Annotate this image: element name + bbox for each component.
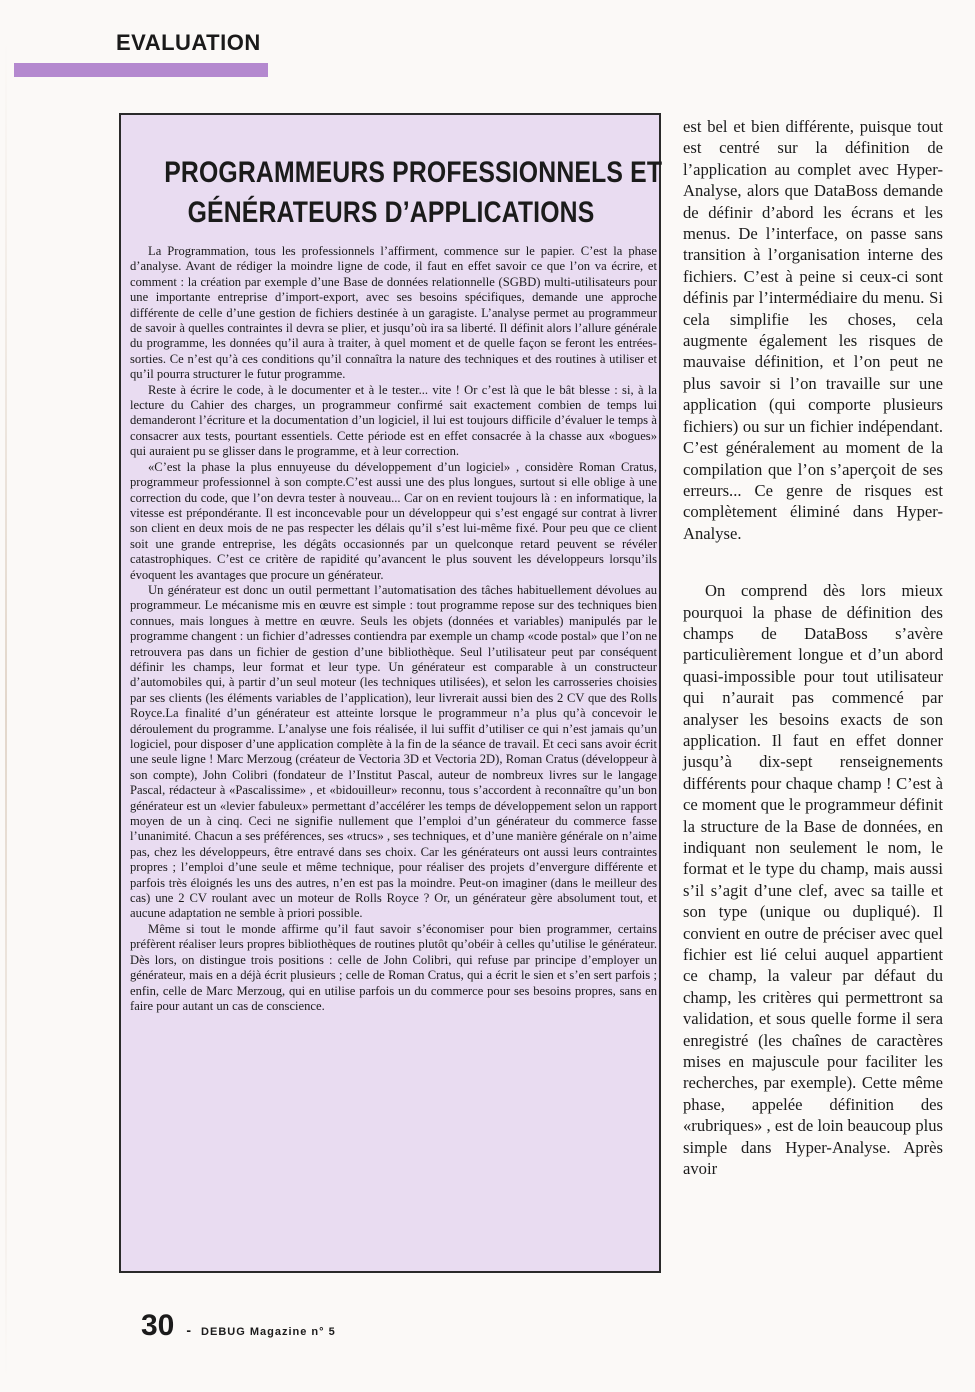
sidebar-box [119,113,661,1273]
sidebar-paragraph: «C’est la phase la plus ennuyeuse du développement d’un logiciel» , considère Roman Cratus, programmeur professionnel à son compte.C’est aussi une des plus longues, surtout si elle oblige à une correction du code, que l’on devra tester à nouveau... Car on en revient toujours là : en informatique, la vitesse est prépondérante. Il est inconcevable pour un développeur qui s’est engagé sur contrat à livrer son client en deux mois de ne pas respecter les délais qu’il s’est lui-même fixé. Pour peu que ce client soit une grande entreprise, les dégâts occasionnés par un quelconque retard peuvent se révéler catastrophiques. C’est ce critère de rapidité qu’avancent le plus souvent les développeurs lorsqu’ils évoquent les avantages que procure un générateur. [130,459,657,582]
column-paragraph: On comprend dès lors mieux pourquoi la phase de définition des champs de DataBoss s’avère particulièrement longue et d’un abord quasi-impossible pour tout utilisateur qui n’aurait pas commencé par analyser les besoins exacts de son application. Il faut en effet donner jusqu’à dix-sept renseignements différents pour chaque champ ! C’est à ce moment que le programmeur définit la structure de la Base de données, en indiquant non seulement le nom, le format et le type du champ, mais aussi s’il s’agit d’une clef, avec sa taille et son type (unique ou dupliqué). Il convient en outre de préciser avec quel fichier est lié celui auquel appartient ce champ, la valeur par défaut du champ, les critères qui permettront sa validation, et sous quelle forme il sera enregistré (les chaînes de caractères mises en majuscule pour faciliter les recherches, par exemple). Cette même phase, appelée définition des «rubriques» , est de loin beaucoup plus simple dans Hyper-Analyse. Après avoir [683,581,943,1179]
magazine-name: DEBUG Magazine n° 5 [201,1326,336,1338]
page-crease [5,40,7,1380]
section-label: EVALUATION [116,30,261,55]
main-column [683,116,943,1180]
page-number: 30 [141,1309,175,1342]
section-color-bar [14,63,268,77]
sidebar-paragraph: Reste à écrire le code, à le documenter et à le tester... vite ! Or c’est là que le bât blesse : si, à la lecture du Cahier des charges, un programmeur confirmé sait exactement combien de temps lui demanderont l’écriture et la documentation d’un logiciel, il lui est toujours difficile d’évaluer le temps à consacrer aux tests, pourtant essentiels. Cette période est en effet consacrée à la chasse aux «bogues» qui auraient pu se glisser dans le programme, et à leur correction. [130,382,657,459]
column-paragraph: est bel et bien différente, puisque tout est centré sur la définition de l’application au complet avec Hyper-Analyse, alors que DataBoss demande de définir d’abord les écrans et les menus. De l’interface, on passe sans transition à l’organisation interne des fichiers. C’est à peine si ceux-ci sont définis par l’intermédiaire du menu. Si cela simplifie les choses, cela augmente également les risques de mauvaise définition, et l’on peut ne plus savoir si l’on travaille sur une application (qui comporte plusieurs fichiers) ou sur un fichier indépendant. C’est généralement au moment de la compilation que l’on s’aperçoit de ses erreurs... Ce genre de risques est complètement éliminé dans Hyper-Analyse. [683,117,943,543]
sidebar-title-line-1: PROGRAMMEURS PROFESSIONNELS ET [164,156,663,189]
sidebar-body [130,244,657,1014]
page-footer [141,1309,336,1343]
footer-dash: - [186,1322,192,1338]
sidebar-paragraph: La Programmation, tous les professionnels l’affirment, commence sur le papier. C’est la phase d’analyse. Avant de rédiger la moindre ligne de code, il faut en effet savoir ce que l’on va écrire, et comment : la création par exemple d’une Base de données relationnelle (SGBD) multi-utilisateurs pour une importante entreprise d’import-export, avec ses besoins spécifiques, demande une approche différente de celle d’une gestion de fichiers destinée à un garagiste. L’analyse permet au programmeur de savoir à quelles contraintes il devra se plier, et jusqu’où ira sa liberté. Il définit alors l’allure générale du programme, les données qu’il aura à traiter, à quel moment et de quelle façon se feront les entrées-sorties. Ce n’est qu’à ces conditions qu’il connaîtra la nature des techniques et des routines à utiliser et qu’il pourra structurer le futur programme. [130,244,657,382]
sidebar-paragraph: Un générateur est donc un outil permettant l’automatisation des tâches habituellement dévolues au programmeur. Le mécanisme mis en œuvre est simple : tout programme repose sur des techniques bien connues, mais longues à mettre en œuvre. Seuls les objets (données et variables) manipulés par le programme changent : un fichier d’adresses contiendra par exemple un champ «code postal» que l’on ne retrouvera pas dans un fichier de gestion d’une bibliothèque. Seul l’utilisateur peut par conséquent définir les champs, leur format et leur type. Un générateur est comparable à un constructeur d’automobiles qui, à partir d’un seul moteur (les techniques utilisées), et selon les carrosseries choisies par ses clients (les éléments variables de l’application), leur livrerait aussi bien des 2 CV que des Rolls Royce.La finalité d’un générateur est atteinte lorsque le programmeur n’a plus qu’à concevoir le déroulement du programme. L’analyse une fois réalisée, il lui suffit d’utiliser ce qui n’est jamais qu’un logiciel, pour disposer d’une application complète à la fin de la séance de travail. Et ceci sans avoir écrit une seule ligne ! Marc Merzoug (créateur de Vectoria 3D et Vectoria 2D), Roman Cratus (développeur à son compte), John Colibri (fondateur de l’Institut Pascal, auteur de nombreux livres sur le langage Pascal, rédacteur à «Pascalissime» , et «bidouilleur» reconnu, tous s’accordent à reconnaître qu’un bon générateur est un «levier fabuleux» permettant d’accélérer les temps de développement selon un rapport moyen de un à cinq. Ceci ne signifie nullement que l’emploi d’un générateur du commerce fasse l’unanimité. Chacun a ses préférences, ses «trucs» , ses techniques, et d’une manière générale on n’aime pas, chez les développeurs, être entravé dans ses choix. Car les générateurs ont aussi leurs contraintes propres ; l’emploi d’une seule et même technique, pour réaliser des projets d’envergure différente et parfois très éloignés les uns des autres, n’en est pas la moindre. Peut-on imaginer (dans le meilleur des cas) une 2 CV roulant avec un moteur de Rolls Royce ? Or, un générateur gère absolument tout, et aucune adaptation ne semble à priori possible. [130,582,657,921]
sidebar-title [164,153,663,233]
sidebar-title-line-2: GÉNÉRATEURS D’APPLICATIONS [187,196,595,229]
sidebar-paragraph: Même si tout le monde affirme qu’il faut savoir s’économiser pour bien programmer, certains préfèrent réaliser leurs propres bibliothèques de routines plutôt qu’obéir à celles qu’utilise le générateur. Dès lors, on distingue trois positions : celle de John Colibri, qui refuse par principe d’employer un générateur, mais en a déjà écrit plusieurs ; celle de Roman Cratus, qui a écrit le sien et s’en sert parfois ; enfin, celle de Marc Merzoug, qui en utilise parfois un du commerce pour ses besoins propres, sans en faire pour autant un cas de conscience. [130,921,657,1013]
